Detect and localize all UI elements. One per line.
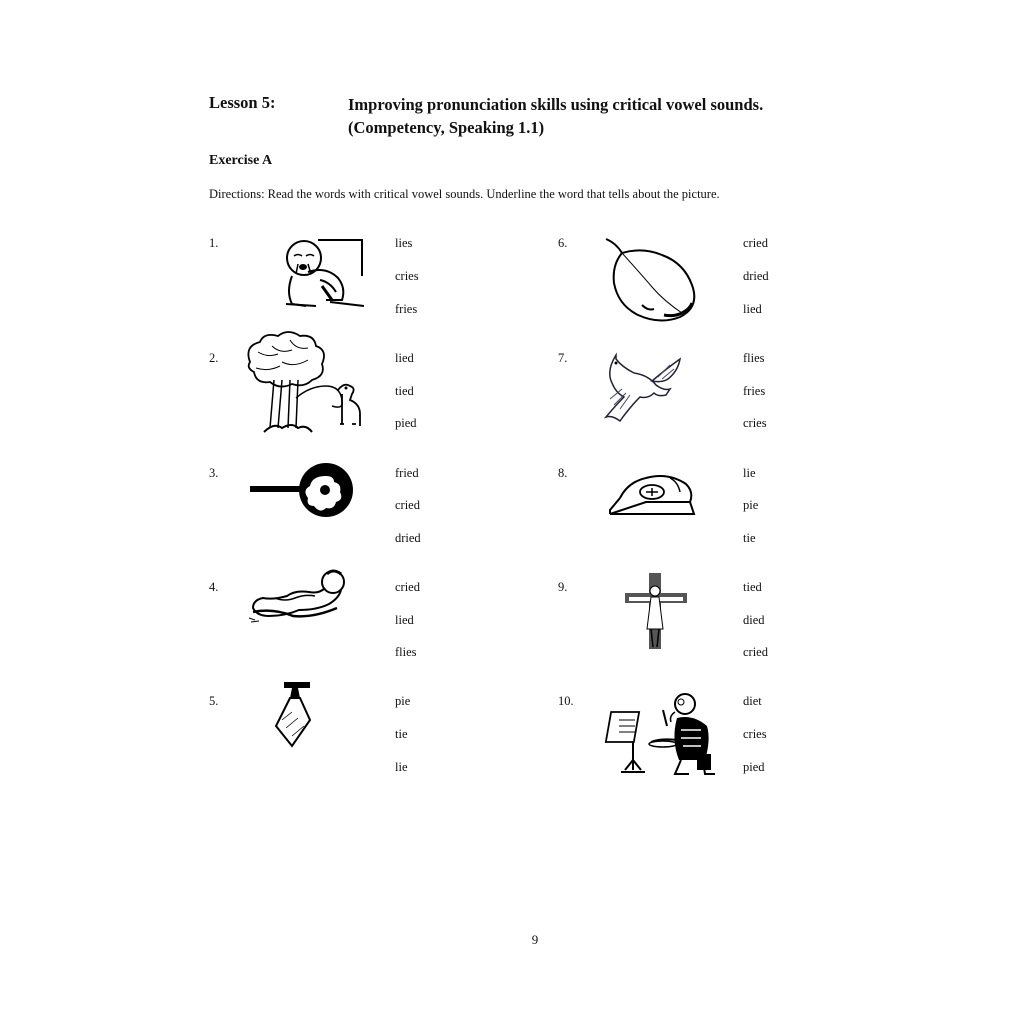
item-4-word-2: lied [395,613,414,627]
dog-tied-to-tree-picture [242,332,370,434]
item-6-word-2: dried [743,269,769,283]
exercise-heading: Exercise A [209,153,273,168]
item-7-word-1: flies [743,351,765,365]
flying-bird-picture [602,355,682,417]
item-8-number: 8. [558,466,568,480]
item-1-word-1: lies [395,236,413,250]
crucifix-picture [621,571,691,651]
pie-picture [606,468,698,520]
item-1-word-2: cries [395,269,419,283]
item-8-word-2: pie [743,498,759,512]
item-3-word-3: dried [395,531,421,545]
lesson-title-line2: (Competency, Speaking 1.1) [348,118,545,137]
item-9-word-2: died [743,613,765,627]
item-10-word-1: diet [743,694,762,708]
item-7-number: 7. [558,351,568,365]
item-5-number: 5. [209,694,219,708]
item-4-word-1: cried [395,580,420,594]
item-2-word-1: lied [395,351,414,365]
item-9-number: 9. [558,580,568,594]
person-lying-down-picture [247,568,353,626]
item-2-word-2: tied [395,384,414,398]
item-6-word-1: cried [743,236,768,250]
item-4-word-3: flies [395,645,417,659]
necktie-picture [272,680,316,750]
lesson-title [348,93,763,139]
man-eating-diet-picture [611,690,717,776]
directions-text: Directions: Read the words with critical vowel sounds. Underline the word that tells about the picture. [209,187,720,201]
item-3-word-2: cried [395,498,420,512]
lesson-title-line1: Improving pronunciation skills using critical vowel sounds. [348,95,764,114]
item-10-word-3: pied [743,760,765,774]
item-9-word-1: tied [743,580,762,594]
frying-pan-egg-picture [248,462,356,520]
item-9-word-3: cried [743,645,768,659]
item-10-number: 10. [558,694,574,708]
crying-baby-picture [278,236,368,314]
item-4-number: 4. [209,580,219,594]
item-6-number: 6. [558,236,568,250]
item-5-word-2: tie [395,727,408,741]
lesson-label: Lesson 5: [209,93,276,112]
item-2-number: 2. [209,351,219,365]
item-10-word-2: cries [743,727,767,741]
item-3-word-1: fried [395,466,419,480]
item-8-word-3: tie [743,531,756,545]
item-2-word-3: pied [395,416,417,430]
item-5-word-1: pie [395,694,411,708]
item-3-number: 3. [209,466,219,480]
item-5-word-3: lie [395,760,408,774]
item-7-word-2: fries [743,384,766,398]
item-1-number: 1. [209,236,219,250]
item-8-word-1: lie [743,466,756,480]
item-6-word-3: lied [743,302,762,316]
page-number: 9 [531,932,539,947]
item-1-word-3: fries [395,302,418,316]
item-7-word-3: cries [743,416,767,430]
dried-leaf-picture [602,235,700,323]
